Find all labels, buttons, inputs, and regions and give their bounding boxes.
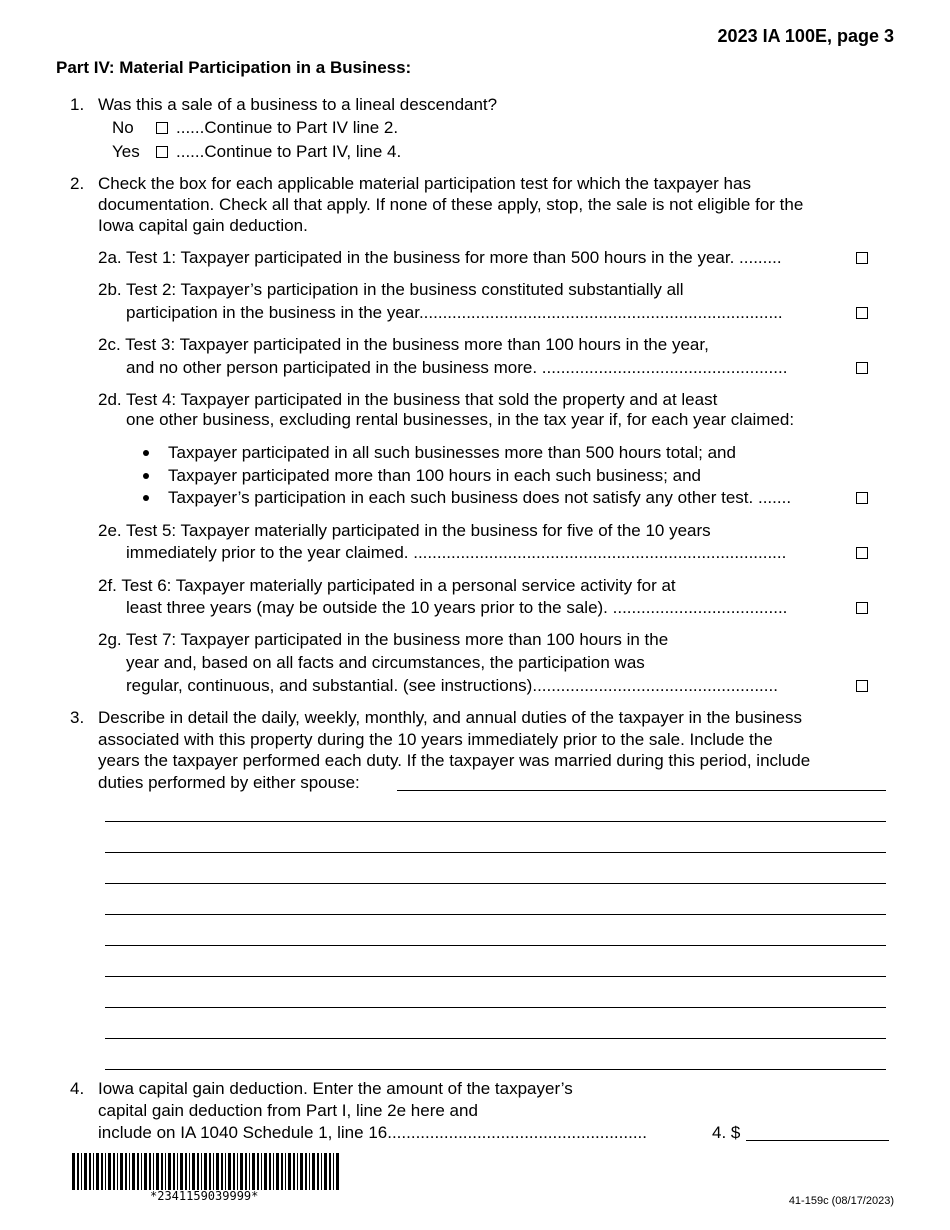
- page-label: 2023 IA 100E, page 3: [717, 26, 894, 46]
- q4-text: include on IA 1040 Schedule 1, line 16.......................................................: [98, 1123, 647, 1142]
- q1-yes-instruction: ......Continue to Part IV, line 4.: [176, 142, 402, 161]
- test4-bullet: Taxpayer’s participation in each such business does not satisfy any other test. .......: [168, 488, 792, 507]
- duties-answer-line[interactable]: [105, 821, 886, 822]
- test2-checkbox[interactable]: [856, 307, 868, 319]
- test5-checkbox[interactable]: [856, 547, 868, 559]
- duties-answer-line[interactable]: [397, 790, 886, 791]
- test1-checkbox[interactable]: [856, 252, 868, 264]
- duties-answer-line[interactable]: [105, 1038, 886, 1039]
- q3-text: Describe in detail the daily, weekly, monthly, and annual duties of the taxpayer in the business: [98, 708, 803, 727]
- q4-text: capital gain deduction from Part I, line 2e here and: [98, 1101, 478, 1120]
- duties-answer-line[interactable]: [105, 976, 886, 977]
- test6-text: least three years (may be outside the 10 years prior to the sale). .....................................: [126, 598, 788, 617]
- test4-text: 2d. Test 4: Taxpayer participated in the business that sold the property and at least: [98, 390, 718, 409]
- bullet-icon: [143, 495, 149, 501]
- q3-text: duties performed by either spouse:: [98, 773, 360, 792]
- capital-gain-amount-field[interactable]: [746, 1140, 889, 1141]
- test5-text: 2e. Test 5: Taxpayer materially participated in the business for five of the 10 years: [98, 521, 711, 540]
- duties-answer-line[interactable]: [105, 1007, 886, 1008]
- q1-no-label: No: [112, 118, 134, 137]
- test1-text: 2a. Test 1: Taxpayer participated in the business for more than 500 hours in the year. .........: [98, 248, 782, 267]
- q3-text: years the taxpayer performed each duty. If the taxpayer was married during this period, include: [98, 751, 811, 770]
- test3-checkbox[interactable]: [856, 362, 868, 374]
- test3-text: 2c. Test 3: Taxpayer participated in the business more than 100 hours in the year,: [98, 335, 709, 354]
- duties-answer-line[interactable]: [105, 914, 886, 915]
- q1-text: Was this a sale of a business to a lineal descendant?: [98, 95, 498, 114]
- test4-checkbox[interactable]: [856, 492, 868, 504]
- q4-text: Iowa capital gain deduction. Enter the amount of the taxpayer’s: [98, 1079, 573, 1098]
- test2-text: participation in the business in the year.............................................................................: [126, 303, 783, 322]
- test7-text: 2g. Test 7: Taxpayer participated in the business more than 100 hours in the: [98, 630, 669, 649]
- test4-text: one other business, excluding rental businesses, in the tax year if, for each year claimed:: [126, 410, 795, 429]
- duties-answer-line[interactable]: [105, 883, 886, 884]
- bullet-icon: [143, 450, 149, 456]
- q2-intro-line: documentation. Check all that apply. If none of these apply, stop, the sale is not eligible for the: [98, 195, 804, 214]
- bullet-icon: [143, 473, 149, 479]
- test6-checkbox[interactable]: [856, 602, 868, 614]
- barcode: [72, 1153, 342, 1190]
- q2-intro-line: Iowa capital gain deduction.: [98, 216, 308, 235]
- q4-number: 4.: [70, 1079, 85, 1098]
- test4-bullet: Taxpayer participated in all such businesses more than 500 hours total; and: [168, 443, 736, 462]
- q1-yes-label: Yes: [112, 142, 140, 161]
- duties-answer-line[interactable]: [105, 1069, 886, 1070]
- test7-text: regular, continuous, and substantial. (see instructions)....................................................: [126, 676, 778, 695]
- test4-bullet: Taxpayer participated more than 100 hours in each such business; and: [168, 466, 701, 485]
- q4-line-ref: 4. $: [712, 1123, 741, 1142]
- q3-text: associated with this property during the 10 years immediately prior to the sale. Include the: [98, 730, 773, 749]
- q2-number: 2.: [70, 174, 85, 193]
- duties-answer-line[interactable]: [105, 852, 886, 853]
- test5-text: immediately prior to the year claimed. ...............................................................................: [126, 543, 787, 562]
- barcode-text: *2341159039999*: [150, 1189, 259, 1203]
- test7-checkbox[interactable]: [856, 680, 868, 692]
- part-title: Part IV: Material Participation in a Business:: [56, 58, 412, 77]
- q1-yes-checkbox[interactable]: [156, 146, 168, 158]
- q1-no-instruction: ......Continue to Part IV line 2.: [176, 118, 399, 137]
- test2-text: 2b. Test 2: Taxpayer’s participation in the business constituted substantially all: [98, 280, 684, 299]
- test3-text: and no other person participated in the business more. ....................................................: [126, 358, 788, 377]
- test6-text: 2f. Test 6: Taxpayer materially participated in a personal service activity for at: [98, 576, 676, 595]
- test7-text: year and, based on all facts and circumstances, the participation was: [126, 653, 645, 672]
- duties-answer-line[interactable]: [105, 945, 886, 946]
- q1-no-checkbox[interactable]: [156, 122, 168, 134]
- q2-intro-line: Check the box for each applicable material participation test for which the taxpayer has: [98, 174, 751, 193]
- q1-number: 1.: [70, 95, 85, 114]
- form-id: 41-159c (08/17/2023): [788, 1195, 894, 1207]
- q3-number: 3.: [70, 708, 85, 727]
